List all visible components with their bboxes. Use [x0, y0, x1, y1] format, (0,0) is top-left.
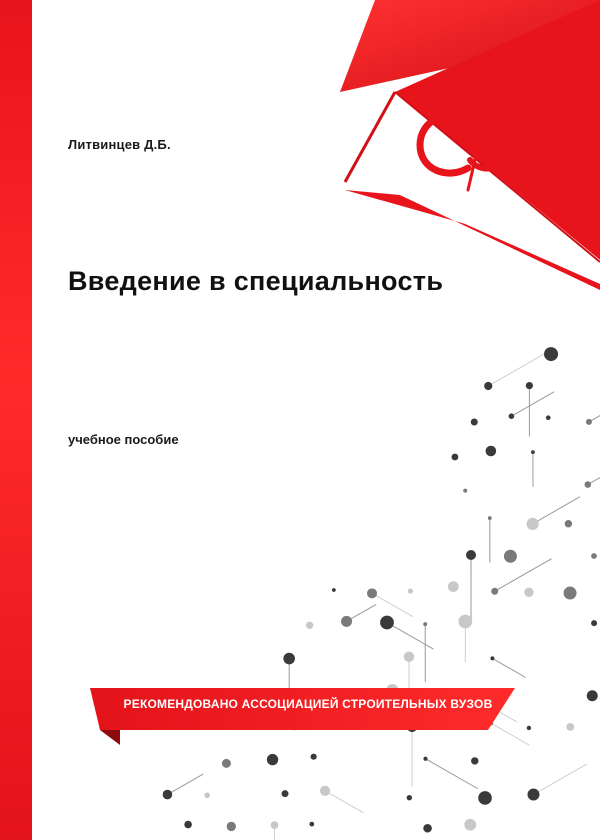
author-name: Литвинцев Д.Б.: [68, 137, 171, 152]
book-title: Введение в специальность: [68, 266, 444, 296]
book-type: учебное пособие: [68, 432, 179, 447]
network-pattern: [163, 279, 600, 840]
banner-text: РЕКОМЕНДОВАНО АССОЦИАЦИЕЙ СТРОИТЕЛЬНЫХ ВУЗОВ: [123, 697, 493, 711]
corner-red-shapes: [340, 0, 600, 290]
